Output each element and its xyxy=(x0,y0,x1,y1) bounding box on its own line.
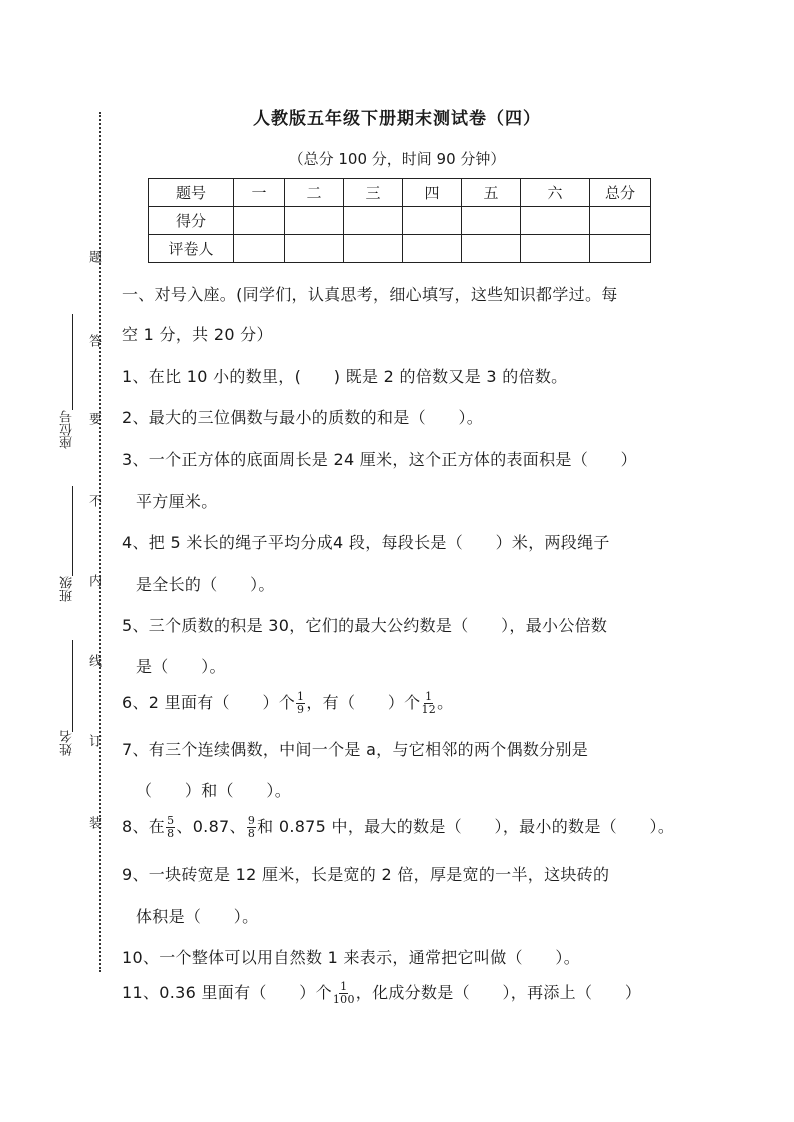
question-5-cont: 是（ ）。 xyxy=(136,657,226,676)
question-10: 10、一个整体可以用自然数 1 来表示，通常把它叫做（ ）。 xyxy=(122,948,581,967)
section-heading: 一、对号入座。(同学们，认真思考，细心填写，这些知识都学过。每 xyxy=(122,285,618,304)
question-7: 7、有三个连续偶数，中间一个是 a，与它相邻的两个偶数分别是 xyxy=(122,740,589,759)
row-label: 得分 xyxy=(149,207,234,235)
fraction: $\frac{1}{12}$ xyxy=(421,690,437,716)
grader-cell[interactable] xyxy=(462,235,521,263)
margin-char: 题 xyxy=(86,250,101,263)
grader-row xyxy=(149,235,651,263)
question-4: 4、把 5 米长的绳子平均分成4 段，每段长是（ ）米，两段绳子 xyxy=(122,533,610,552)
question-3: 3、一个正方体的底面周长是 24 厘米，这个正方体的表面积是（ ） xyxy=(122,450,637,469)
question-8: 8、在 $\frac{5}{8}$ 、0.87、 $\frac{9}{8}$ 和 0.875 中，最大的数是（ ），最小的数是（ ）。 xyxy=(122,814,675,840)
section-heading-cont: 空 1 分，共 20 分） xyxy=(122,325,273,344)
row-label: 评卷人 xyxy=(149,235,234,263)
question-7-cont: （ ）和（ ）。 xyxy=(136,781,292,800)
score-cell[interactable] xyxy=(521,207,590,235)
table-header-cell: 一 xyxy=(234,179,285,207)
grader-cell[interactable] xyxy=(285,235,344,263)
class-label: 班级 xyxy=(60,576,75,602)
fraction: $\frac{1}{100}$ xyxy=(332,980,355,1006)
class-blank[interactable] xyxy=(72,486,73,576)
score-cell[interactable] xyxy=(590,207,651,235)
grader-cell[interactable] xyxy=(521,235,590,263)
page-title: 人教版五年级下册期末测试卷（四） xyxy=(253,109,541,129)
score-cell[interactable] xyxy=(344,207,403,235)
table-header-cell: 四 xyxy=(403,179,462,207)
score-cell[interactable] xyxy=(234,207,285,235)
question-4-cont: 是全长的（ ）。 xyxy=(136,575,275,594)
score-table xyxy=(148,178,651,263)
margin-char: 不 xyxy=(86,494,101,507)
question-9: 9、一块砖宽是 12 厘米，长是宽的 2 倍，厚是宽的一半，这块砖的 xyxy=(122,865,610,884)
margin-char: 内 xyxy=(86,574,101,587)
question-5: 5、三个质数的积是 30，它们的最大公约数是（ ），最小公倍数 xyxy=(122,616,608,635)
grader-cell[interactable] xyxy=(234,235,285,263)
score-cell[interactable] xyxy=(462,207,521,235)
fraction: $\frac{1}{9}$ xyxy=(297,690,305,716)
name-blank[interactable] xyxy=(72,640,73,732)
question-9-cont: 体积是（ ）。 xyxy=(136,907,259,926)
grader-cell[interactable] xyxy=(344,235,403,263)
score-table-header-row xyxy=(149,179,651,207)
fraction: $\frac{5}{8}$ xyxy=(167,814,175,840)
question-6: 6、2 里面有（ ）个 $\frac{1}{9}$ ，有（ ）个 $\frac{1}{12}$ 。 xyxy=(122,690,454,716)
table-header-cell: 六 xyxy=(521,179,590,207)
question-1: 1、在比 10 小的数里，( ) 既是 2 的倍数又是 3 的倍数。 xyxy=(122,367,568,386)
score-row xyxy=(149,207,651,235)
seat-number-blank[interactable] xyxy=(72,314,73,410)
question-2: 2、最大的三位偶数与最小的质数的和是（ ）。 xyxy=(122,408,484,427)
table-header-cell: 二 xyxy=(285,179,344,207)
margin-char: 要 xyxy=(86,412,101,425)
fraction: $\frac{9}{8}$ xyxy=(247,814,256,840)
table-header-cell: 总分 xyxy=(590,179,651,207)
question-11: 11、0.36 里面有（ ）个 $\frac{1}{100}$ ，化成分数是（ ），再添上（ ） xyxy=(122,980,642,1006)
binding-dotted-line xyxy=(99,112,101,972)
margin-char: 线 xyxy=(86,654,101,667)
grader-cell[interactable] xyxy=(590,235,651,263)
score-cell[interactable] xyxy=(285,207,344,235)
table-header-cell: 五 xyxy=(462,179,521,207)
margin-char: 答 xyxy=(86,334,101,347)
margin-char: 订 xyxy=(86,734,101,747)
name-label: 姓名 xyxy=(60,730,75,756)
table-header-cell: 题号 xyxy=(149,179,234,207)
margin-char: 装 xyxy=(86,816,101,829)
grader-cell[interactable] xyxy=(403,235,462,263)
question-3-cont: 平方厘米。 xyxy=(136,492,218,511)
score-cell[interactable] xyxy=(403,207,462,235)
exam-info: （总分 100 分，时间 90 分钟） xyxy=(288,150,506,168)
seat-number-label: 座位号 xyxy=(60,410,75,449)
table-header-cell: 三 xyxy=(344,179,403,207)
